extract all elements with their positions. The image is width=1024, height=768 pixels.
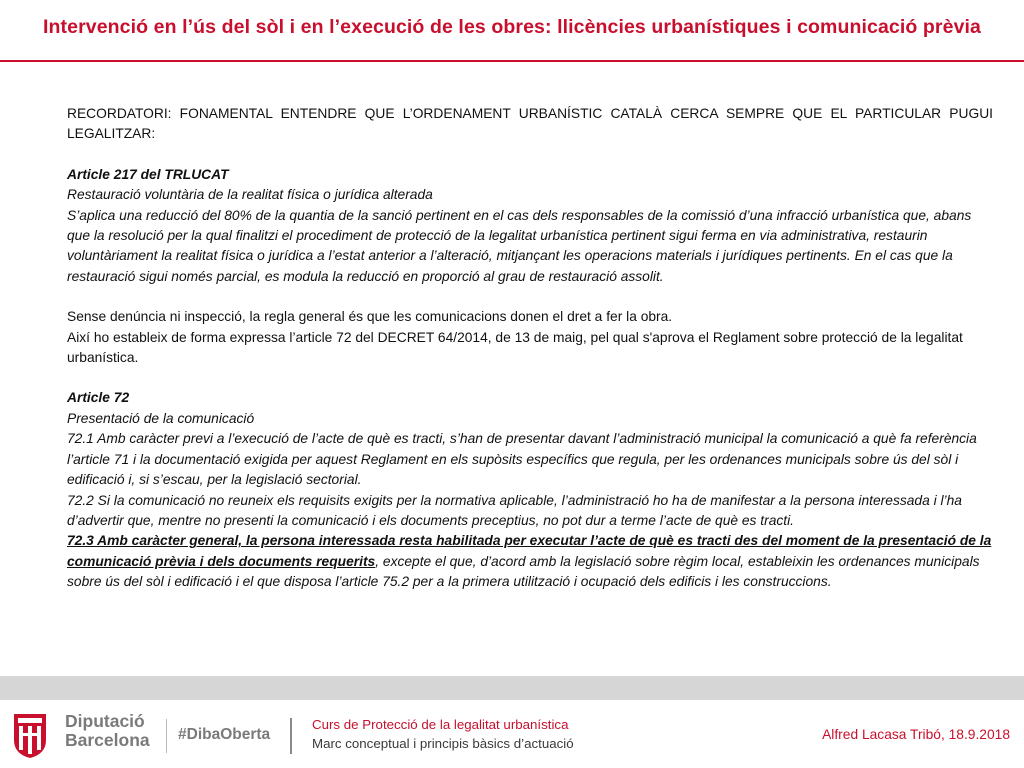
article-72-1-text: 72.1 Amb caràcter previ a l’execució de l’acte de què es tracti, s’han de presentar davant l’administració municipal la comunicació a què fa referència l’article 71 i la documentació exigida per aquest Reglament en els supòsits específics que regula, per les ordenances municipals sobre ús del sòl i edificació i, si s’escau, per la legislació sectorial. bbox=[67, 431, 977, 488]
article-72-heading: Article 72 bbox=[67, 390, 130, 406]
logo-line-1: Diputació bbox=[65, 711, 145, 731]
spacer bbox=[67, 368, 993, 388]
intro-paragraph: RECORDATORI: FONAMENTAL ENTENDRE QUE L’ORDENAMENT URBANÍSTIC CATALÀ CERCA SEMPRE QUE EL PARTICULAR PUGUI LEGALITZAR: bbox=[67, 106, 993, 142]
article-72-3-rest: , excepte el que, d’acord amb la legislació sobre règim local, estableixin les ordenances municipals sobre ús del sòl i edificació i el que disposa l’article 75.2 per a la primera utilització i ocupació dels edificis i les construccions. bbox=[67, 553, 980, 590]
footer-divider bbox=[290, 718, 292, 754]
course-subtitle: Marc conceptual i principis bàsics d’actuació bbox=[312, 736, 574, 751]
general-rule-text: Sense denúncia ni inspecció, la regla general és que les comunicacions donen el dret a fer la obra. bbox=[67, 309, 673, 325]
article-72-title: Presentació de la comunicació bbox=[67, 410, 255, 426]
spacer bbox=[67, 145, 993, 165]
course-info bbox=[312, 715, 574, 753]
article-72-3-emphasis: 72.3 Amb caràcter general, la persona interessada resta habilitada per executar l’acte de què es tracti des del moment de la presentació de la comunicació prèvia i dels documents requerits bbox=[67, 533, 992, 569]
logo-line-2: Barcelona bbox=[65, 730, 150, 750]
decree-reference-text: Així ho estableix de forma expressa l’article 72 del DECRET 64/2014, de 13 de maig, pel qual s'aprova el Reglament sobre protecció de la legalitat urbanística. bbox=[67, 329, 963, 366]
author-date: Alfred Lacasa Tribó, 18.9.2018 bbox=[822, 727, 1010, 742]
slide-body bbox=[67, 104, 993, 593]
course-title: Curs de Protecció de la legalitat urbanística bbox=[312, 717, 569, 732]
title-divider bbox=[0, 60, 1024, 62]
article-72-2-text: 72.2 Si la comunicació no reuneix els requisits exigits per la normativa aplicable, l’administració ho ha de manifestar a la persona interessada i l’ha d’advertir que, mentre no presenti la comunicació i els documents preceptius, no pot dur a terme l’acte de què es tracti. bbox=[67, 492, 962, 528]
article-217-title: Restauració voluntària de la realitat física o jurídica alterada bbox=[67, 187, 433, 203]
article-217-text: S’aplica una reducció del 80% de la quantia de la sanció pertinent en el cas dels responsables de la comissió d’una infracció urbanística que, abans que la resolució per la qual finalitzi el procediment de protecció de la legalitat urbanística pertinent sigui ferma en via administrativa, restaurin voluntàriament la realitat física o jurídica a l’estat anterior a l’alteració, mitjançant les operacions materials i jurídiques pertinents. En el cas que la restauració sigui només parcial, es modula la reducció en proporció al grau de restauració assolit. bbox=[67, 207, 972, 284]
hashtag-label: #DibaOberta bbox=[178, 726, 271, 743]
diputacio-barcelona-shield-icon bbox=[10, 708, 50, 760]
footer-band bbox=[0, 676, 1024, 700]
logo-divider bbox=[166, 719, 167, 753]
article-217-heading: Article 217 del TRLUCAT bbox=[67, 166, 229, 182]
article-72-3-text bbox=[67, 531, 993, 592]
slide-title: Intervenció en l’ús del sòl i en l’execució de les obres: llicències urbanístiques i comunicació prèvia bbox=[43, 16, 981, 38]
spacer bbox=[67, 287, 993, 307]
logo-wordmark bbox=[65, 712, 150, 750]
